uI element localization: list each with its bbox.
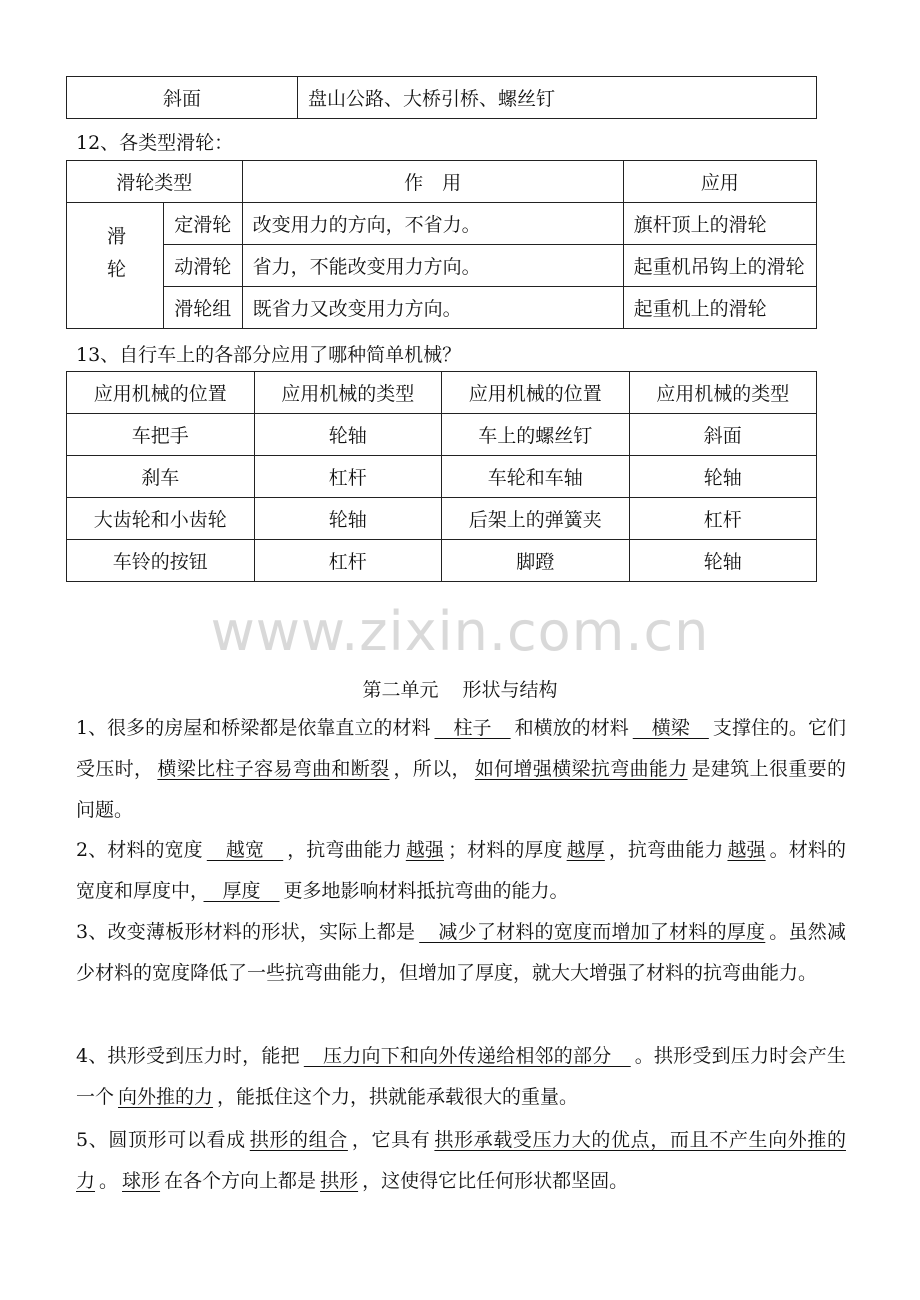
table-cell: 脚蹬 xyxy=(442,540,630,582)
table-row xyxy=(67,287,817,329)
question-1 xyxy=(76,708,846,831)
table-cell: 改变用力的方向，不省力。 xyxy=(242,203,623,245)
text: 支撑住的。它们受压时， xyxy=(76,717,846,780)
text: 更多地影响材料抵抗弯曲的能力。 xyxy=(283,880,569,902)
incline-table xyxy=(66,76,817,119)
text: 3、改变薄板形材料的形状，实际上都是 xyxy=(76,921,416,943)
table-header-row xyxy=(67,372,817,414)
question-4 xyxy=(76,1036,846,1118)
table-cell: 杠杆 xyxy=(254,456,442,498)
answer-blank: 拱形的组合 xyxy=(249,1129,348,1151)
table-row xyxy=(67,498,817,540)
text: 和横放的材料 xyxy=(514,717,629,739)
answer-blank: 越厚 xyxy=(566,839,605,861)
table-cell: 轮轴 xyxy=(254,498,442,540)
table-cell: 杠杆 xyxy=(629,498,817,540)
table-cell: 斜面 xyxy=(67,77,298,119)
table-cell: 旗杆顶上的滑轮 xyxy=(623,203,816,245)
table-cell: 起重机上的滑轮 xyxy=(623,287,816,329)
question-2 xyxy=(76,830,846,912)
text: 。材料的宽度和厚度中， xyxy=(76,839,846,902)
text: ，抗弯曲能力 xyxy=(287,839,402,861)
question-5 xyxy=(76,1120,846,1202)
answer-blank: 横梁比柱子容易弯曲和断裂 xyxy=(157,758,390,780)
answer-blank: 拱形 xyxy=(320,1170,359,1192)
table-cell: 斜面 xyxy=(629,414,817,456)
header-cell: 滑轮类型 xyxy=(67,161,243,203)
answer-blank: 越强 xyxy=(727,839,766,861)
header-cell: 应用机械的位置 xyxy=(442,372,630,414)
answer-blank: 向外推的力 xyxy=(118,1086,214,1108)
text: 5、圆顶形可以看成 xyxy=(76,1129,246,1151)
answer-blank: 如何增强横梁抗弯曲能力 xyxy=(474,758,688,780)
table-cell: 车把手 xyxy=(67,414,255,456)
pulley-group-label: 滑轮 xyxy=(67,203,164,329)
table-cell: 轮轴 xyxy=(629,540,817,582)
header-cell: 应用机械的位置 xyxy=(67,372,255,414)
table-cell: 定滑轮 xyxy=(164,203,243,245)
watermark: www.zixin.com.cn xyxy=(210,600,710,663)
table-cell: 轮轴 xyxy=(254,414,442,456)
table-cell: 既省力又改变用力方向。 xyxy=(242,287,623,329)
table-cell: 车铃的按钮 xyxy=(67,540,255,582)
answer-blank: 横梁 xyxy=(632,717,709,739)
table-row xyxy=(67,245,817,287)
text: 2、材料的宽度 xyxy=(76,839,203,861)
table-row xyxy=(67,414,817,456)
text: ，它具有 xyxy=(351,1129,431,1151)
table-cell: 省力，不能改变用力方向。 xyxy=(242,245,623,287)
table-row xyxy=(67,203,817,245)
text: 。拱形受到压力时会产生一个 xyxy=(76,1045,846,1108)
text: 在各个方向上都是 xyxy=(164,1170,317,1192)
table-cell: 后架上的弹簧夹 xyxy=(442,498,630,540)
answer-blank: 压力向下和向外传递给相邻的部分 xyxy=(303,1045,631,1067)
table-cell: 动滑轮 xyxy=(164,245,243,287)
table-cell: 车上的螺丝钉 xyxy=(442,414,630,456)
table-row xyxy=(67,456,817,498)
text: 。 xyxy=(99,1170,119,1192)
table-row xyxy=(67,77,817,119)
table-cell: 车轮和车轴 xyxy=(442,456,630,498)
header-cell: 应用 xyxy=(623,161,816,203)
text: 。虽然减少材料的宽度降低了一些抗弯曲能力，但增加了厚度，就大大增强了材料的抗弯曲能力。 xyxy=(76,921,846,984)
table-cell: 起重机吊钩上的滑轮 xyxy=(623,245,816,287)
answer-blank: 柱子 xyxy=(434,717,511,739)
header-cell: 应用机械的类型 xyxy=(254,372,442,414)
table-cell: 滑轮组 xyxy=(164,287,243,329)
unit-title xyxy=(0,675,920,702)
table-cell: 刹车 xyxy=(67,456,255,498)
header-cell: 作 用 xyxy=(242,161,623,203)
table-cell: 盘山公路、大桥引桥、螺丝钉 xyxy=(298,77,817,119)
section-13-heading: 13、自行车上的各部分应用了哪种简单机械？ xyxy=(76,344,462,366)
text: 是建筑上很重要的问题。 xyxy=(76,758,846,821)
header-cell: 应用机械的类型 xyxy=(629,372,817,414)
answer-blank: 减少了材料的宽度而增加了材料的厚度 xyxy=(419,921,766,943)
section-12-heading: 12、各类型滑轮： xyxy=(76,132,234,154)
answer-blank: 厚度 xyxy=(203,880,280,902)
answer-blank: 球形 xyxy=(122,1170,161,1192)
text: 4、拱形受到压力时，能把 xyxy=(76,1045,300,1067)
table-row xyxy=(67,540,817,582)
unit-number: 第二单元 xyxy=(362,679,439,701)
question-3 xyxy=(76,912,846,994)
answer-blank: 越宽 xyxy=(206,839,284,861)
table-cell: 大齿轮和小齿轮 xyxy=(67,498,255,540)
answer-blank: 越强 xyxy=(405,839,445,861)
text: ；材料的厚度 xyxy=(448,839,563,861)
text: ，能抵住这个力，拱就能承载很大的重量。 xyxy=(217,1086,579,1108)
text: ，所以， xyxy=(393,758,471,780)
table-cell: 杠杆 xyxy=(254,540,442,582)
unit-name: 形状与结构 xyxy=(462,679,558,701)
text: ，抗弯曲能力 xyxy=(608,839,724,861)
text: ，这使得它比任何形状都坚固。 xyxy=(362,1170,629,1192)
bicycle-table xyxy=(66,371,817,582)
text: 1、很多的房屋和桥梁都是依靠直立的材料 xyxy=(76,717,431,739)
table-cell: 轮轴 xyxy=(629,456,817,498)
answer-blank: 拱形承载受压力大的优点，而且不产生向外推的力 xyxy=(76,1129,846,1192)
table-header-row xyxy=(67,161,817,203)
pulley-table xyxy=(66,160,817,329)
